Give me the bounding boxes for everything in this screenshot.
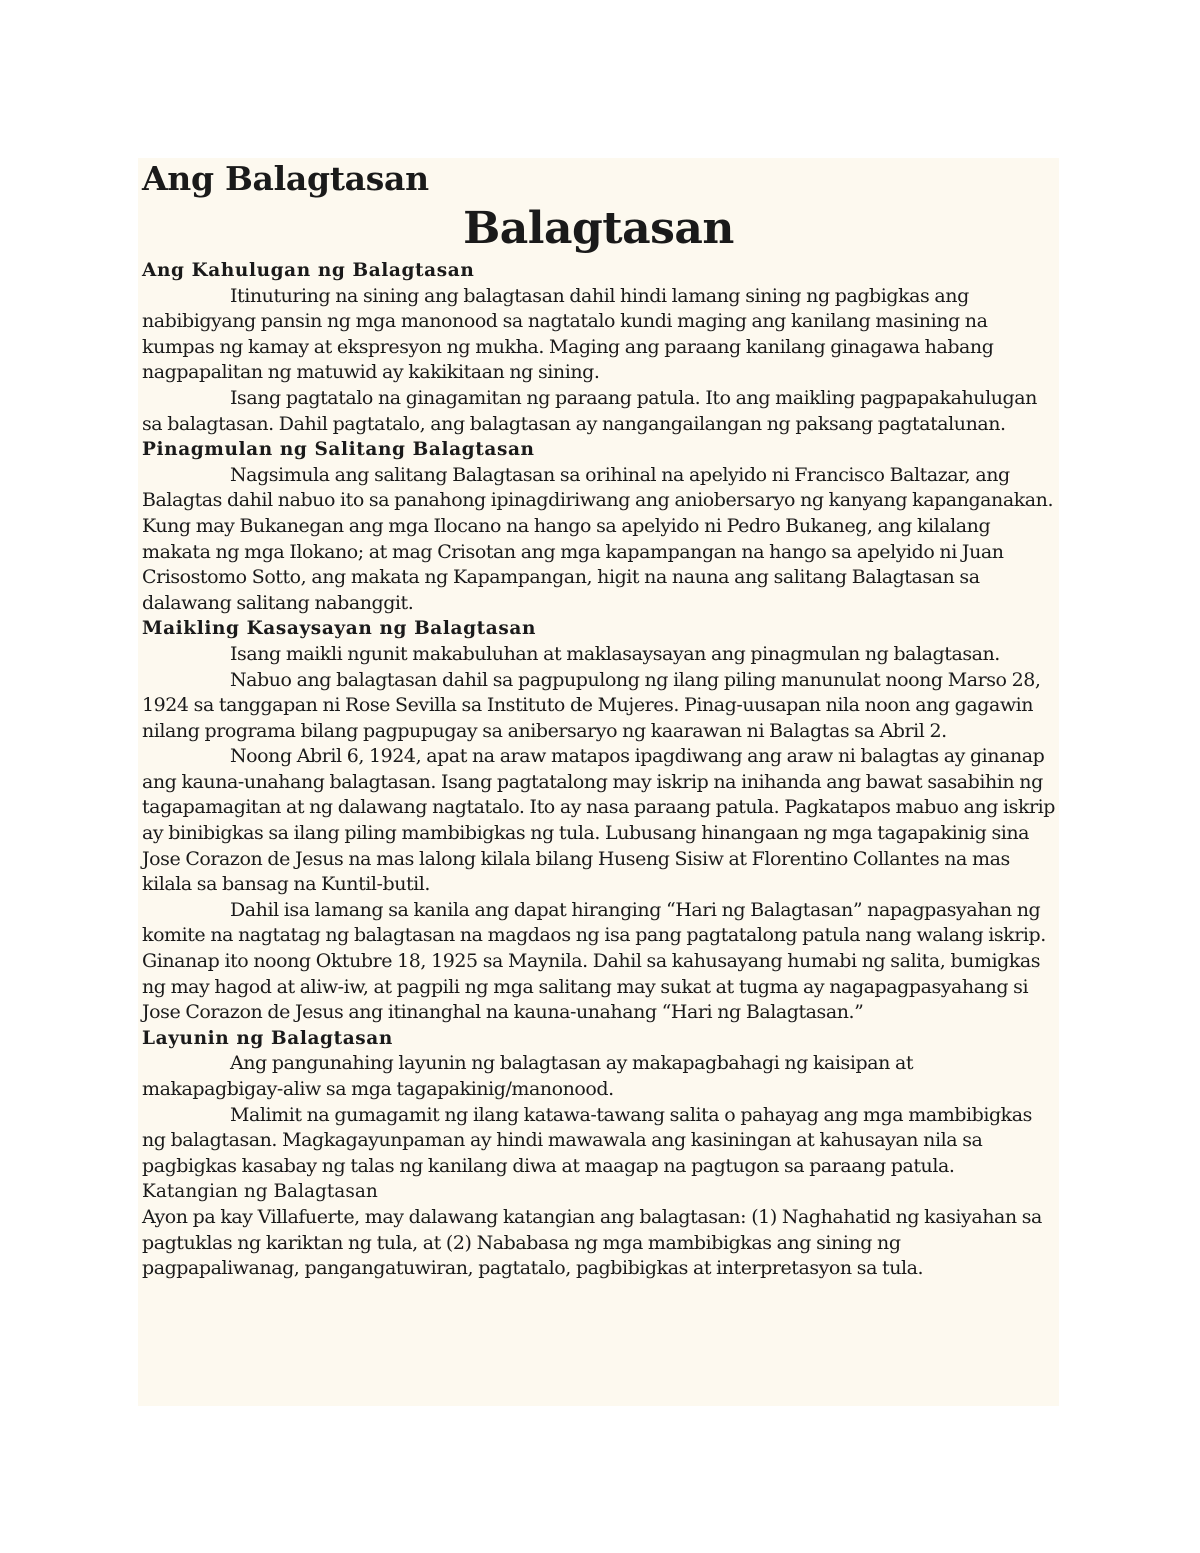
paragraph: Nagsimula ang salitang Balagtasan sa orihinal na apelyido ni Francisco Baltazar, ang Balagtas dahil nabuo ito sa panahong ipinagdiriwang ang aniobersaryo ng kanyang kapanganakan. Kung may Bukanegan ang mga Ilocano na hango sa apelyido ni Pedro Bukaneg, ang kilalang makata ng mga Ilokano; at mag Crisotan ang mga kapampangan na hango sa apelyido ni Juan Crisostomo Sotto, ang makata ng Kapampangan, higit na nauna ang salitang Balagtasan sa dalawang salitang nabanggit. bbox=[142, 463, 1054, 614]
document-page bbox=[138, 158, 1059, 1406]
section-heading-kasaysayan: Maikling Kasaysayan ng Balagtasan bbox=[142, 618, 537, 640]
paragraph: Nabuo ang balagtasan dahil sa pagpupulong ng ilang piling manunulat noong Marso 28, 1924 sa tanggapan ni Rose Sevilla sa Instituto de Mujeres. Pinag-uusapan nila noon ang gagawin nilang programa bilang pagpupugay sa anibersaryo ng kaarawan ni Balagtas sa Abril 2. bbox=[142, 668, 1041, 742]
section-heading-pinagmulan: Pinagmulan ng Salitang Balagtasan bbox=[142, 439, 535, 461]
section-heading-kahulugan: Ang Kahulugan ng Balagtasan bbox=[142, 260, 475, 281]
paragraph: Dahil isa lamang sa kanila ang dapat hiranging “Hari ng Balagtasan” napagpasyahan ng komite na nagtatag ng balagtasan na magdaos ng isa pang pagtatalong patula nang walang iskrip. Ginanap ito noong Oktubre 18, 1925 sa Maynila. Dahil sa kahusayang humabi ng salita, bumigkas ng may hagod at aliw-iw, at pagpili ng mga salitang may sukat at tugma ay nagapagpasyahang si Jose Corazon de Jesus ang itinanghal na kauna-unahang “Hari ng Balagtasan.” bbox=[142, 898, 1046, 1024]
paragraph: Ang pangunahing layunin ng balagtasan ay makapagbahagi ng kaisipan at makapagbigay-aliw sa mga tagapakinig/manonood. bbox=[142, 1052, 914, 1100]
section-heading-layunin: Layunin ng Balagtasan bbox=[142, 1027, 393, 1049]
main-title: Balagtasan bbox=[463, 203, 734, 254]
document-title: Ang Balagtasan bbox=[142, 159, 429, 198]
paragraph: Ayon pa kay Villafuerte, may dalawang katangian ang balagtasan: (1) Naghahatid ng kasiyahan sa pagtuklas ng kariktan ng tula, at (2) Nababasa ng mga mambibigkas ang sining ng pagpapaliwanag, pangangatuwiran, pagtatalo, pagbibigkas at interpretasyon sa tula. bbox=[142, 1205, 1042, 1280]
section-heading-katangian: Katangian ng Balagtasan bbox=[142, 1181, 378, 1203]
paragraph: Isang maikli ngunit makabuluhan at maklasaysayan ang pinagmulan ng balagtasan. bbox=[230, 642, 1000, 665]
paragraph: Malimit na gumagamit ng ilang katawa-tawang salita o pahayag ang mga mambibigkas ng balagtasan. Magkagayunpaman ay hindi mawawala ang kasiningan at kahusayan nila sa pagbigkas kasabay ng talas ng kanilang diwa at maagap na pagtugon sa paraang patula. bbox=[142, 1103, 1032, 1177]
paragraph: Noong Abril 6, 1924, apat na araw matapos ipagdiwang ang araw ni balagtas ay ginanap ang kauna-unahang balagtasan. Isang pagtatalong may iskrip na inihanda ang bawat sasabihin ng tagapamagitan at ng dalawang nagtatalo. Ito ay nasa paraang patula. Pagkatapos mabuo ang iskrip ay binibigkas sa ilang piling mambibigkas ng tula. Lubusang hinangaan ng mga tagapakinig sina Jose Corazon de Jesus na mas lalong kilala bilang Huseng Sisiw at Florentino Collantes na mas kilala sa bansag na Kuntil-butil. bbox=[142, 745, 1055, 896]
paragraph: Itinuturing na sining ang balagtasan dahil hindi lamang sining ng pagbigkas ang nabibigyang pansin ng mga manonood sa nagtatalo kundi maging ang kanilang masining na kumpas ng kamay at ekspresyon ng mukha. Maging ang paraang kanilang ginagawa habang nagpapalitan ng matuwid ay kakikitaan ng sining. bbox=[142, 284, 994, 384]
paragraph: Isang pagtatalo na ginagamitan ng paraang patula. Ito ang maikling pagpapakahulugan sa balagtasan. Dahil pagtatalo, ang balagtasan ay nangangailangan ng paksang pagtatalunan. bbox=[142, 386, 1037, 435]
